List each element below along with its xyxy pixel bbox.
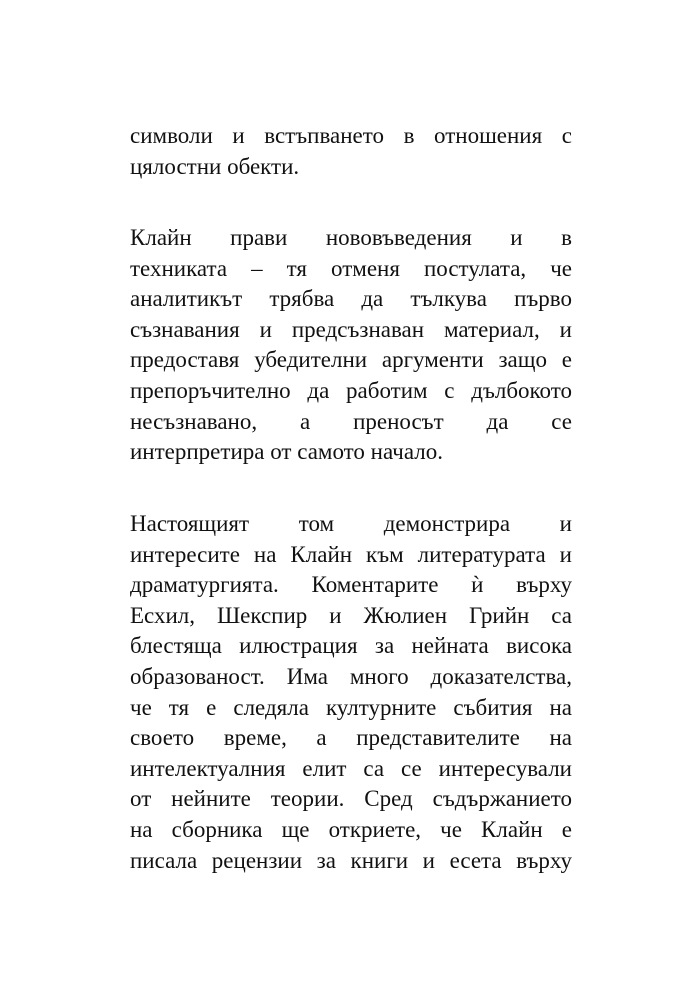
- paragraph-line: писала рецензии за книги и есета върху: [130, 847, 572, 873]
- paragraph-3: [130, 509, 572, 876]
- paragraph-line: техниката – тя отменя постулата, че: [130, 255, 572, 281]
- paragraph-line: интересите на Клайн към литературата и: [130, 541, 572, 567]
- paragraph-line: образованост. Има много доказателства,: [130, 663, 572, 689]
- paragraph-line: от нейните теории. Сред съдържанието: [130, 786, 572, 812]
- paragraph-2: [130, 223, 572, 468]
- paragraph-line: Есхил, Шекспир и Жюлиен Грийн са: [130, 602, 572, 628]
- paragraph-line: интелектуалния елит са се интересували: [130, 755, 572, 781]
- paragraph-line: своето време, а представителите на: [130, 725, 572, 751]
- paragraph-line: аналитикът трябва да тълкува първо: [130, 286, 572, 312]
- paragraph-line: че тя е следяла културните събития на: [130, 694, 572, 720]
- paragraph-line: интерпретира от самото начало.: [130, 439, 443, 465]
- paragraph-line: драматургията. Коментарите ѝ върху: [130, 572, 572, 598]
- paragraph-line: символи и встъпването в отношения с: [130, 123, 572, 148]
- paragraph-line: препоръчително да работим с дълбокото: [130, 377, 572, 403]
- paragraph-line: Настоящият том демонстрира и: [130, 511, 572, 536]
- paragraph-line: цялостни обекти.: [130, 153, 300, 179]
- paragraph-line: на сборника ще откриете, че Клайн е: [130, 816, 572, 842]
- paragraph-line: предоставя убедителни аргументи защо е: [130, 347, 572, 373]
- paragraph-line: Клайн прави нововъведения и в: [130, 225, 572, 250]
- paragraph-line: блестяща илюстрация за нейната висока: [130, 633, 572, 659]
- paragraph-line: несъзнавано, а преносът да се: [130, 408, 572, 434]
- paragraph-1: [130, 121, 572, 182]
- paragraph-line: съзнавания и предсъзнаван материал, и: [130, 316, 572, 342]
